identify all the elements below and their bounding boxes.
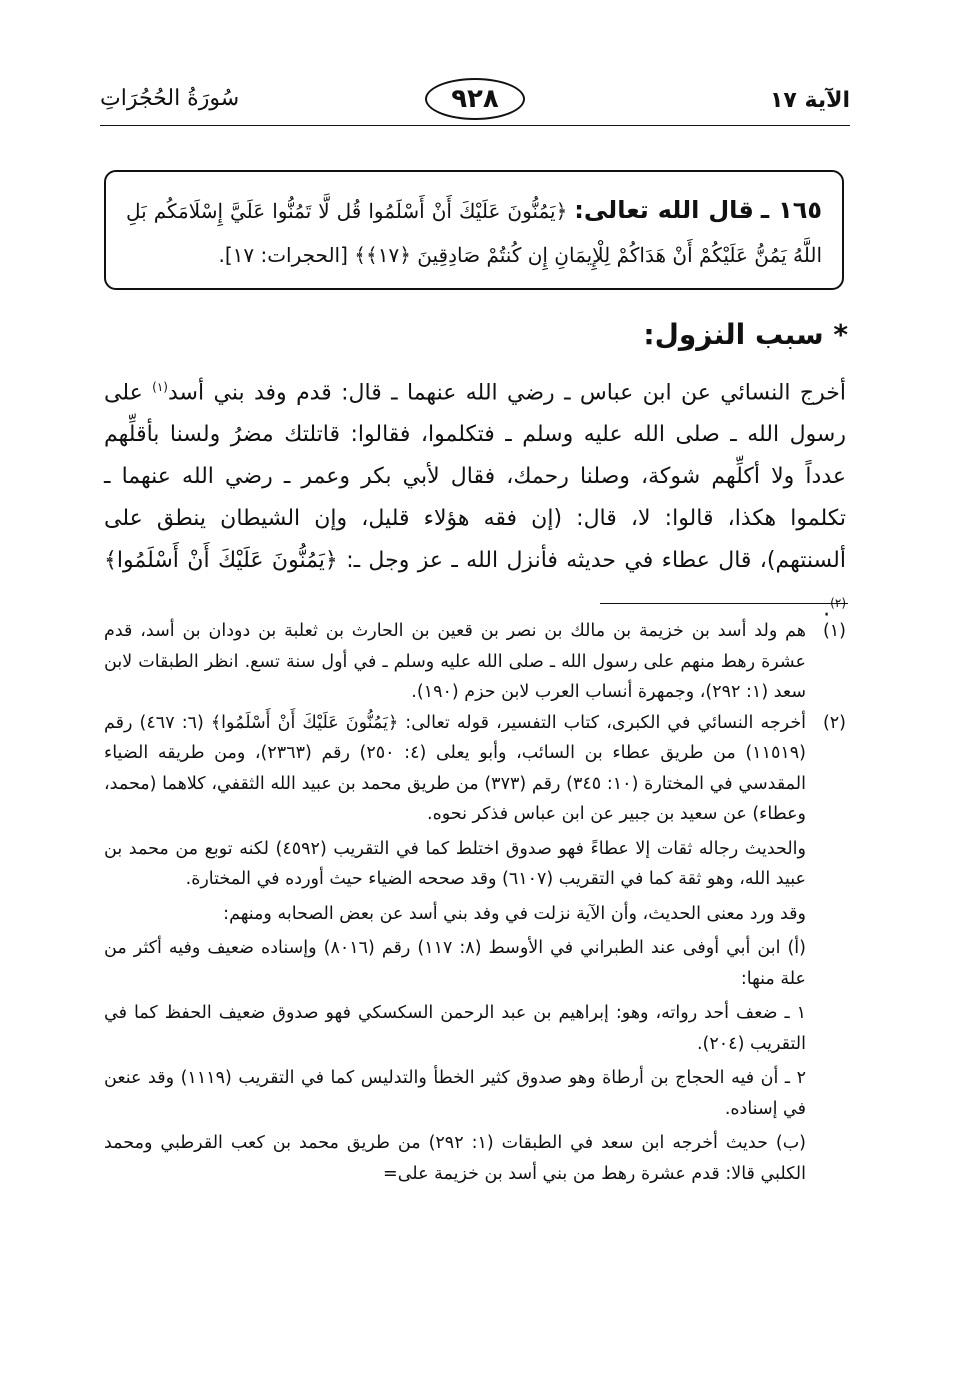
page-header — [100, 82, 850, 128]
footnote-paragraph: (ب) حديث أخرجه ابن سعد في الطبقات (١: ٢٩٢) من طريق محمد بن كعب القرطبي ومحمد الكلبي قالا: قدم عشرة رهط من بني أسد بن خزيمة على= — [104, 1133, 807, 1184]
verse-citation: [الحجرات: ١٧]. — [218, 243, 348, 267]
footnote-text-1: هم ولد أسد بن خزيمة بن مالك بن نصر بن قعين بن الحارث بن ثعلبة بن دودان بن أسد، قدم عشرة رهط منهم على رسول الله ـ صلى الله عليه وسلم ـ في أول سنة تسع. انظر الطبقات لابن سعد (١: ٢٩٢)، وجمهرة أنساب العرب لابن حزم (١٩٠). — [104, 621, 806, 702]
ayah-reference: الآية ١٧ — [769, 88, 850, 113]
main-paragraph — [104, 366, 846, 631]
verse-intro: قال الله تعالى: — [574, 196, 754, 224]
main-text-part2: على رسول الله ـ صلى الله عليه وسلم ـ فتكلموا، فقالوا: قاتلتك مضرُ ولسنا بأقلِّهم عدداً ولا أكلِّهم شوكة، وصلنا رحمك، فقال لأبي بكر وعمر ـ رضي الله عنهما ـ تكلموا هكذا، قالوا: لا، قال: (إن فقه هؤلاء قليل، وإن الشيطان ينطق على ألسنتهم)، قال عطاء في حديثه فأنزل الله ـ عز وجل ـ: ﴿يَمُنُّونَ عَلَيْكَ أَنْ أَسْلَمُوا﴾ — [104, 380, 846, 574]
surah-name: سُورَةُ الحُجُرَاتِ — [100, 86, 240, 111]
main-text-part3: . — [823, 596, 831, 622]
footnote-paragraph: (أ) ابن أبي أوفى عند الطبراني في الأوسط (٨: ١١٧) رقم (٨٠١٦) وإسناده ضعيف وفيه أكثر من علة منها: — [104, 938, 806, 989]
page-number: ٩٢٨ — [425, 78, 525, 120]
footnote-2 — [104, 708, 846, 830]
footnotes — [104, 616, 846, 1189]
footnote-paragraph: والحديث رجاله ثقات إلا عطاءً فهو صدوق اختلط كما في التقريب (٤٥٩٢) لكنه توبع من محمد بن عبيد الله، وهو ثقة كما في التقريب (٦١٠٧) وقد صححه الضياء حيث أورده في المختارة. — [104, 838, 806, 889]
verse-box — [104, 170, 844, 290]
verse-text: ﴿يَمُنُّونَ عَلَيْكَ أَنْ أَسْلَمُوا قُل لَّا تَمُنُّوا عَلَيَّ إِسْلَامَكُم بَلِ اللَّهُ يَمُنُّ عَلَيْكُمْ أَنْ هَدَاكُمْ لِلْإِيمَانِ إِن كُنتُمْ صَادِقِينَ ﴿١٧﴾﴾ — [126, 199, 822, 267]
footnote-ref-2: (٢) — [830, 596, 846, 611]
footnote-paragraph: ٢ ـ أن فيه الحجاج بن أرطاة وهو صدوق كثير الخطأ والتدليس كما في التقريب (١١١٩) وقد عنعن في إسناده. — [104, 1068, 806, 1119]
footnote-text-2: أخرجه النسائي في الكبرى، كتاب التفسير، قوله تعالى: ﴿يَمُنُّونَ عَلَيْكَ أَنْ أَسْلَمُوا﴾ (٦: ٤٦٧) رقم (١١٥١٩) من طريق عطاء بن السائب، وأبو يعلى (٤: ٢٥٠) رقم (٢٣٦٣)، ومن طريقه الضياء المقدسي في المختارة (١٠: ٣٤٥) رقم (٣٧٣) من طريق محمد بن عبيد الله الثقفي، كلاهما (محمد، وعطاء) عن سعيد بن جبير عن ابن عباس فذكر نحوه. — [104, 712, 806, 824]
footnote-1 — [104, 616, 846, 708]
footnote-paragraph: ١ ـ ضعف أحد رواته، وهو: إبراهيم بن عبد الرحمن السكسكي فهو صدوق ضعيف الحفظ كما في التقريب (٢٠٤). — [104, 1003, 806, 1054]
footnote-ref-1: (١) — [152, 380, 168, 394]
header-divider — [100, 125, 850, 126]
footnote-mark-1: (١) — [822, 621, 846, 641]
main-text-part1: أخرج النسائي عن ابن عباس ـ رضي الله عنهما ـ قال: قدم وفد بني أسد — [167, 380, 846, 406]
footnote-mark-2: (٢) — [822, 712, 846, 733]
footnote-paragraph: وقد ورد معنى الحديث، وأن الآية نزلت في وفد بني أسد عن بعض الصحابه ومنهم: — [223, 903, 806, 924]
footnote-divider — [600, 603, 848, 604]
section-title: * سبب النزول: — [643, 318, 848, 351]
verse-number: ١٦٥ ـ — [760, 196, 823, 224]
